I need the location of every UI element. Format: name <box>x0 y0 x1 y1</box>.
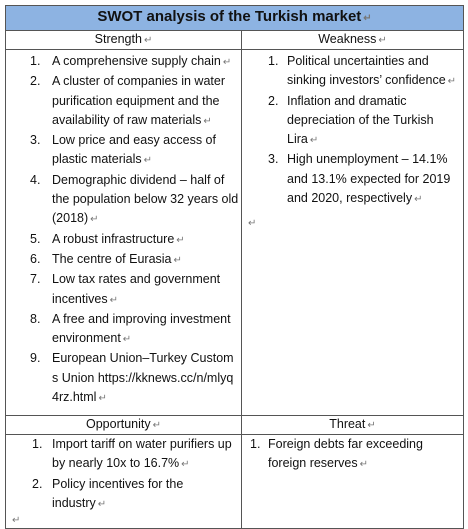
paragraph-mark: ↵ <box>173 254 182 266</box>
strength-item <box>6 349 241 408</box>
strength-item <box>6 131 241 171</box>
opportunity-item <box>6 435 241 475</box>
list-text: Demographic dividend – half of the population below 32 years old (2018) <box>52 172 239 226</box>
list-number: 1. <box>268 54 279 68</box>
opportunity-header: Opportunity <box>85 417 151 431</box>
list-number: 5. <box>30 231 41 246</box>
strength-header: Strength <box>94 32 142 46</box>
paragraph-mark: ↵ <box>152 420 161 431</box>
list-number: 2. <box>32 476 43 491</box>
list-text: Low tax rates and government incentives <box>52 272 221 306</box>
list-text: Policy incentives for the industry <box>52 476 184 510</box>
paragraph-mark: ↵ <box>378 35 387 46</box>
opportunity-cell <box>6 435 242 529</box>
threat-list <box>242 435 463 475</box>
paragraph-mark: ↵ <box>248 218 257 230</box>
list-text: A robust infrastructure <box>52 231 175 246</box>
paragraph-mark: ↵ <box>447 76 457 88</box>
threat-cell <box>242 435 464 529</box>
weakness-item <box>242 92 463 151</box>
swot-table <box>5 5 464 529</box>
paragraph-mark: ↵ <box>363 13 372 24</box>
threat-header-cell <box>242 416 464 435</box>
strength-cell <box>6 50 242 416</box>
weakness-cell <box>242 50 464 416</box>
opportunity-header-cell <box>6 416 242 435</box>
list-text: High unemployment – 14.1% and 13.1% expected for 2019 and 2020, respectively <box>287 152 451 206</box>
list-number: 2. <box>268 93 279 108</box>
list-number: 6. <box>30 251 41 266</box>
strength-item <box>6 52 241 72</box>
paragraph-mark: ↵ <box>309 135 319 147</box>
weakness-list <box>242 50 463 209</box>
paragraph-mark: ↵ <box>122 334 132 346</box>
list-number: 1. <box>250 437 261 451</box>
weakness-header: Weakness <box>318 32 377 46</box>
list-number: 3. <box>268 152 279 167</box>
paragraph-mark: ↵ <box>176 234 185 246</box>
paragraph-mark: ↵ <box>98 393 107 405</box>
threat-header: Threat <box>329 417 366 431</box>
list-number: 9. <box>30 351 41 366</box>
strength-list <box>6 50 241 408</box>
strength-item <box>6 72 241 131</box>
paragraph-mark: ↵ <box>181 459 190 471</box>
weakness-item <box>242 150 463 209</box>
list-text: Political uncertainties and sinking investors’ confidence <box>287 54 446 88</box>
paragraph-mark: ↵ <box>97 498 107 510</box>
strength-item <box>6 270 241 310</box>
opportunity-list <box>6 435 241 514</box>
list-number: 1. <box>32 437 43 451</box>
paragraph-mark: ↵ <box>359 459 369 471</box>
paragraph-mark: ↵ <box>12 515 21 527</box>
table-title: SWOT analysis of the Turkish market <box>97 8 362 25</box>
list-text: Low price and easy access of plastic materials <box>52 133 216 167</box>
list-text: A cluster of companies in water purification equipment and the availability of raw materials <box>52 74 225 127</box>
opportunity-item <box>6 475 241 515</box>
strength-item <box>6 310 241 350</box>
list-number: 7. <box>30 272 41 287</box>
list-text: Import tariff on water purifiers up by nearly 10x to 16.7% <box>52 437 232 471</box>
paragraph-mark: ↵ <box>143 155 153 167</box>
weakness-header-cell <box>242 31 464 50</box>
list-number: 1. <box>30 54 41 68</box>
list-text: Inflation and dramatic depreciation of the Turkish Lira <box>287 93 434 147</box>
table-title-cell <box>6 6 464 31</box>
list-number: 3. <box>30 133 41 148</box>
list-number: 2. <box>30 74 41 89</box>
list-number: 4. <box>30 172 41 187</box>
weakness-item <box>242 52 463 92</box>
paragraph-mark: ↵ <box>143 35 153 46</box>
strength-item <box>6 250 241 270</box>
threat-item <box>242 435 463 475</box>
list-text: The centre of Eurasia <box>52 251 172 266</box>
strength-item <box>6 171 241 230</box>
paragraph-mark: ↵ <box>90 214 99 226</box>
strength-item <box>6 230 241 250</box>
paragraph-mark: ↵ <box>109 294 118 306</box>
list-number: 8. <box>30 311 41 326</box>
list-text: A comprehensive supply chain <box>52 54 221 68</box>
strength-header-cell <box>6 31 242 50</box>
list-text: Foreign debts far exceeding foreign reserves <box>268 437 423 471</box>
list-text: European Union–Turkey Customs Union https://kknews.cc/n/mlyq4rz.html <box>52 351 234 405</box>
paragraph-mark: ↵ <box>222 57 232 68</box>
list-text: A free and improving investment environment <box>52 311 231 346</box>
paragraph-mark: ↵ <box>203 115 212 127</box>
paragraph-mark: ↵ <box>367 420 376 431</box>
paragraph-mark: ↵ <box>414 194 423 206</box>
